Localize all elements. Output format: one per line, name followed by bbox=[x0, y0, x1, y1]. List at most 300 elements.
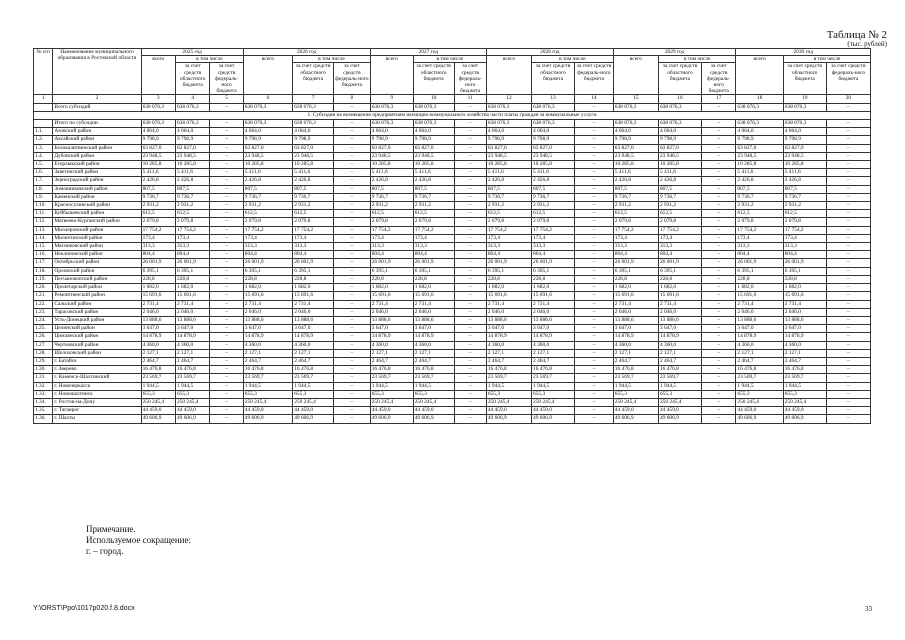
cell-federal: – bbox=[454, 341, 486, 349]
cell-total: 10 285,8 bbox=[486, 161, 531, 169]
cell-regional: 17 754,2 bbox=[658, 226, 701, 234]
cell-federal: – bbox=[826, 390, 870, 398]
cell-federal: – bbox=[701, 333, 735, 341]
cell-federal: – bbox=[454, 398, 486, 406]
cell-federal: – bbox=[334, 243, 371, 251]
cell-regional: 49 606,9 bbox=[532, 415, 575, 423]
cell-federal: – bbox=[454, 177, 486, 185]
cell-federal: – bbox=[826, 407, 870, 415]
cell-regional: 228,8 bbox=[658, 275, 701, 283]
cell-federal: – bbox=[334, 267, 371, 275]
table-row bbox=[34, 349, 871, 357]
cell-total: 49 606,9 bbox=[243, 415, 292, 423]
cell-regional: 15 691,6 bbox=[175, 292, 209, 300]
cell-regional: 5 411,6 bbox=[413, 169, 454, 177]
cell-federal: – bbox=[575, 202, 614, 210]
cell-federal: – bbox=[334, 325, 371, 333]
cell-total: 2 426,8 bbox=[613, 177, 658, 185]
cell-total: 250 245,4 bbox=[141, 398, 175, 406]
cell-federal: – bbox=[454, 202, 486, 210]
cell-total: 313,3 bbox=[243, 243, 292, 251]
municipality-name: г. Каменск-Шахтинский bbox=[53, 374, 141, 382]
cell-total: 804,4 bbox=[370, 251, 413, 259]
municipality-name: Ремонтненский район bbox=[53, 292, 141, 300]
cell-total: 23 948,5 bbox=[243, 152, 292, 160]
cell-regional: 1 944,5 bbox=[658, 382, 701, 390]
cell-regional: 804,4 bbox=[783, 251, 826, 259]
cell-federal: – bbox=[826, 185, 870, 193]
cell-regional: 228,8 bbox=[413, 275, 454, 283]
cell-total: 10 285,8 bbox=[613, 161, 658, 169]
cell-federal: – bbox=[826, 275, 870, 283]
cell-total: 63 827,0 bbox=[486, 144, 531, 152]
cell-federal: – bbox=[334, 144, 371, 152]
cell-regional: 17 754,2 bbox=[532, 226, 575, 234]
cell-total: 9 736,7 bbox=[243, 193, 292, 201]
cell-total: 638 076,3 bbox=[243, 103, 292, 111]
cell-regional: 23 569,7 bbox=[413, 374, 454, 382]
cell-regional: 655,3 bbox=[293, 390, 334, 398]
cell-total: 612,5 bbox=[141, 210, 175, 218]
table-row bbox=[34, 169, 871, 177]
cell-federal: – bbox=[334, 226, 371, 234]
column-number: 3 bbox=[141, 95, 175, 103]
cell-federal: – bbox=[454, 210, 486, 218]
cell-regional: 2 079,8 bbox=[783, 218, 826, 226]
cell-regional: 26 001,9 bbox=[783, 259, 826, 267]
municipality-name: Аксайский район bbox=[53, 136, 141, 144]
cell-federal: – bbox=[454, 185, 486, 193]
cell-regional: 23 569,7 bbox=[658, 374, 701, 382]
cell-regional: 17 754,2 bbox=[783, 226, 826, 234]
cell-total: 2 731,4 bbox=[243, 300, 292, 308]
cell-federal: – bbox=[826, 366, 870, 374]
cell-total: 250 245,4 bbox=[613, 398, 658, 406]
cell-regional: 9 736,7 bbox=[413, 193, 454, 201]
cell-regional: 9 798,9 bbox=[658, 136, 701, 144]
cell-regional: 804,4 bbox=[175, 251, 209, 259]
cell-federal: – bbox=[334, 275, 371, 283]
cell-total: 638 076,3 bbox=[141, 120, 175, 128]
cell-federal: – bbox=[334, 218, 371, 226]
cell-federal: – bbox=[210, 357, 243, 365]
column-number: 7 bbox=[293, 95, 334, 103]
table-row bbox=[34, 357, 871, 365]
cell-total: 14 878,9 bbox=[736, 333, 783, 341]
cell-total: 2 426,8 bbox=[370, 177, 413, 185]
cell-regional: 13 888,6 bbox=[532, 316, 575, 324]
cell-regional: 1 944,5 bbox=[175, 382, 209, 390]
cell-regional: 2 046,0 bbox=[413, 308, 454, 316]
table-row bbox=[34, 407, 871, 415]
cell-total: 9 798,9 bbox=[141, 136, 175, 144]
column-number: 17 bbox=[701, 95, 735, 103]
cell-total: 23 569,7 bbox=[736, 374, 783, 382]
cell-total: 638 076,3 bbox=[486, 120, 531, 128]
row-num: 1.29. bbox=[34, 357, 53, 365]
cell-federal: – bbox=[575, 374, 614, 382]
cell-total: 4 064,0 bbox=[486, 128, 531, 136]
cell-regional: 228,8 bbox=[532, 275, 575, 283]
subtotal-row bbox=[34, 120, 871, 128]
cell-total: 1 682,0 bbox=[736, 284, 783, 292]
cell-federal: – bbox=[454, 234, 486, 242]
header-total: всего bbox=[736, 56, 783, 95]
cell-total: 638 076,3 bbox=[613, 103, 658, 111]
cell-regional: 2 079,8 bbox=[658, 218, 701, 226]
cell-total: 6 395,1 bbox=[370, 267, 413, 275]
municipality-name: Каменский район bbox=[53, 193, 141, 201]
table-row bbox=[34, 382, 871, 390]
cell-total: 228,8 bbox=[486, 275, 531, 283]
section-row bbox=[34, 111, 871, 119]
cell-total: 9 736,7 bbox=[736, 193, 783, 201]
cell-federal: – bbox=[210, 226, 243, 234]
cell-regional: 9 798,9 bbox=[175, 136, 209, 144]
cell-total: 23 948,5 bbox=[613, 152, 658, 160]
table-row bbox=[34, 185, 871, 193]
cell-total: 173,4 bbox=[613, 234, 658, 242]
cell-federal: – bbox=[334, 357, 371, 365]
cell-regional: 228,8 bbox=[293, 275, 334, 283]
cell-total: 14 878,9 bbox=[613, 333, 658, 341]
cell-federal: – bbox=[701, 275, 735, 283]
header-municipality: Наименование муниципального образования в Ростовской области bbox=[53, 49, 141, 95]
cell-federal: – bbox=[826, 210, 870, 218]
cell-federal: – bbox=[334, 407, 371, 415]
cell-total: 655,3 bbox=[370, 390, 413, 398]
cell-federal: – bbox=[210, 243, 243, 251]
cell-total: 14 878,9 bbox=[141, 333, 175, 341]
cell-regional: 1 682,0 bbox=[783, 284, 826, 292]
cell-federal: – bbox=[210, 308, 243, 316]
cell-regional: 14 878,9 bbox=[658, 333, 701, 341]
municipality-name: Куйбышевский район bbox=[53, 210, 141, 218]
cell-total: 49 606,9 bbox=[370, 415, 413, 423]
cell-total: 228,8 bbox=[141, 275, 175, 283]
cell-total: 2 127,1 bbox=[243, 349, 292, 357]
cell-regional: 313,3 bbox=[413, 243, 454, 251]
cell-federal: – bbox=[334, 292, 371, 300]
row-num: 1.36. bbox=[34, 415, 53, 423]
cell-regional: 655,3 bbox=[532, 390, 575, 398]
cell-total: 612,5 bbox=[486, 210, 531, 218]
cell-federal: – bbox=[454, 128, 486, 136]
cell-regional: 9 798,9 bbox=[413, 136, 454, 144]
cell-federal: – bbox=[826, 202, 870, 210]
cell-total: 44 459,0 bbox=[736, 407, 783, 415]
cell-federal: – bbox=[701, 374, 735, 382]
cell-total: 2 079,8 bbox=[736, 218, 783, 226]
cell-total: 4 064,0 bbox=[243, 128, 292, 136]
column-number: 19 bbox=[783, 95, 826, 103]
cell-federal: – bbox=[826, 316, 870, 324]
cell-regional: 9 798,9 bbox=[783, 136, 826, 144]
row-num: 1.31. bbox=[34, 374, 53, 382]
cell-federal: – bbox=[454, 300, 486, 308]
cell-regional: 804,4 bbox=[293, 251, 334, 259]
cell-federal: – bbox=[701, 341, 735, 349]
cell-federal: – bbox=[210, 382, 243, 390]
cell-federal: – bbox=[334, 136, 371, 144]
header-year-2026: 2026 год bbox=[243, 49, 370, 56]
cell-total: 44 459,0 bbox=[613, 407, 658, 415]
column-number: 4 bbox=[175, 95, 209, 103]
cell-federal: – bbox=[210, 128, 243, 136]
cell-federal: – bbox=[454, 243, 486, 251]
column-number: 10 bbox=[413, 95, 454, 103]
cell-total: 10 285,8 bbox=[736, 161, 783, 169]
cell-regional: 313,3 bbox=[175, 243, 209, 251]
header-regional-budget: за счет средств областного бюджета bbox=[175, 63, 209, 95]
cell-total: 250 245,4 bbox=[243, 398, 292, 406]
cell-total: 2 464,7 bbox=[736, 357, 783, 365]
cell-regional: 4 064,0 bbox=[413, 128, 454, 136]
header-federal-budget: за счет средств федераль-ного бюджета bbox=[575, 63, 614, 95]
column-number: 18 bbox=[736, 95, 783, 103]
cell-federal: – bbox=[701, 366, 735, 374]
cell-federal: – bbox=[210, 210, 243, 218]
cell-total: 2 127,1 bbox=[141, 349, 175, 357]
municipality-name: Чертковский район bbox=[53, 341, 141, 349]
cell-federal: – bbox=[210, 366, 243, 374]
header-year-2025: 2025 год bbox=[141, 49, 243, 56]
cell-federal: – bbox=[210, 341, 243, 349]
cell-total: 23 948,5 bbox=[370, 152, 413, 160]
cell-total: 5 411,6 bbox=[486, 169, 531, 177]
note-heading: Примечание. bbox=[86, 524, 136, 534]
cell-total: 2 079,8 bbox=[613, 218, 658, 226]
row-num: 1.26. bbox=[34, 333, 53, 341]
cell-total: 250 245,4 bbox=[370, 398, 413, 406]
cell-total: 313,3 bbox=[370, 243, 413, 251]
row-num: 1.30. bbox=[34, 366, 53, 374]
cell-regional: 2 127,1 bbox=[532, 349, 575, 357]
cell-regional: 1 682,0 bbox=[658, 284, 701, 292]
cell-federal: – bbox=[575, 415, 614, 423]
cell-total: 44 459,0 bbox=[141, 407, 175, 415]
cell-regional: 6 395,1 bbox=[658, 267, 701, 275]
cell-total: 1 944,5 bbox=[243, 382, 292, 390]
cell-federal: – bbox=[210, 275, 243, 283]
cell-regional: 4 064,0 bbox=[658, 128, 701, 136]
cell-federal: – bbox=[575, 407, 614, 415]
cell-regional: 2 079,8 bbox=[532, 218, 575, 226]
municipality-name: Октябрьский район bbox=[53, 259, 141, 267]
cell-total: 9 736,7 bbox=[613, 193, 658, 201]
table-row bbox=[34, 390, 871, 398]
row-num: 1.32. bbox=[34, 382, 53, 390]
cell-total: 23 569,7 bbox=[613, 374, 658, 382]
cell-federal: – bbox=[454, 415, 486, 423]
cell-federal: – bbox=[454, 169, 486, 177]
cell-federal: – bbox=[575, 251, 614, 259]
cell-regional: 638 076,3 bbox=[413, 120, 454, 128]
cell-regional: 26 001,9 bbox=[413, 259, 454, 267]
cell-total: 13 888,6 bbox=[486, 316, 531, 324]
cell-federal: – bbox=[701, 284, 735, 292]
cell-regional: 14 878,9 bbox=[175, 333, 209, 341]
cell-federal: – bbox=[701, 357, 735, 365]
header-regional-budget: за счет средств областного бюджета bbox=[293, 63, 334, 95]
cell-total: 49 606,9 bbox=[486, 415, 531, 423]
municipality-name: Милютинский район bbox=[53, 234, 141, 242]
cell-regional: 23 948,5 bbox=[658, 152, 701, 160]
cell-federal: – bbox=[575, 259, 614, 267]
header-regional-budget: за счет средств областного бюджета bbox=[532, 63, 575, 95]
cell-federal: – bbox=[210, 136, 243, 144]
cell-total: 2 079,8 bbox=[370, 218, 413, 226]
cell-regional: 638 076,3 bbox=[783, 120, 826, 128]
cell-federal: – bbox=[826, 259, 870, 267]
cell-federal: – bbox=[826, 341, 870, 349]
cell-federal: – bbox=[701, 193, 735, 201]
cell-federal: – bbox=[454, 325, 486, 333]
municipality-name: Красносулинский район bbox=[53, 202, 141, 210]
note-abbrev-heading: Используемое сокращение: bbox=[86, 535, 191, 545]
cell-total: 173,4 bbox=[141, 234, 175, 242]
cell-regional: 44 459,0 bbox=[413, 407, 454, 415]
cell-federal: – bbox=[575, 398, 614, 406]
cell-federal: – bbox=[826, 398, 870, 406]
cell-total: 612,5 bbox=[370, 210, 413, 218]
cell-total: 23 948,5 bbox=[141, 152, 175, 160]
cell-regional: 2 079,8 bbox=[293, 218, 334, 226]
cell-regional: 4 360,0 bbox=[783, 341, 826, 349]
cell-regional: 655,3 bbox=[175, 390, 209, 398]
cell-regional: 250 245,4 bbox=[783, 398, 826, 406]
cell-regional: 173,4 bbox=[532, 234, 575, 242]
cell-total: 2 931,2 bbox=[370, 202, 413, 210]
header-federal-budget: за счет средств федераль-ного бюджета bbox=[454, 63, 486, 95]
cell-federal: – bbox=[575, 308, 614, 316]
cell-total: 6 395,1 bbox=[613, 267, 658, 275]
total-subsidies-row bbox=[34, 103, 871, 111]
cell-federal: – bbox=[210, 284, 243, 292]
cell-federal: – bbox=[575, 185, 614, 193]
cell-regional: 612,5 bbox=[532, 210, 575, 218]
page-number: 33 bbox=[865, 605, 872, 613]
cell-total: 2 464,7 bbox=[141, 357, 175, 365]
cell-total: 2 046,0 bbox=[736, 308, 783, 316]
cell-total: 313,3 bbox=[613, 243, 658, 251]
cell-regional: 6 395,1 bbox=[783, 267, 826, 275]
cell-regional: 4 064,0 bbox=[532, 128, 575, 136]
cell-regional: 807,5 bbox=[413, 185, 454, 193]
cell-federal: – bbox=[826, 226, 870, 234]
cell-federal: – bbox=[701, 169, 735, 177]
cell-federal: – bbox=[826, 308, 870, 316]
cell-regional: 15 691,6 bbox=[293, 292, 334, 300]
row-label: Итого по субсидии bbox=[53, 120, 141, 128]
cell-federal: – bbox=[210, 234, 243, 242]
cell-federal: – bbox=[701, 218, 735, 226]
cell-regional: 10 285,8 bbox=[293, 161, 334, 169]
cell-federal: – bbox=[454, 407, 486, 415]
cell-federal: – bbox=[210, 415, 243, 423]
cell-regional: 638 076,3 bbox=[175, 103, 209, 111]
cell-regional: 1 682,0 bbox=[413, 284, 454, 292]
cell-regional: 23 569,7 bbox=[532, 374, 575, 382]
cell-federal: – bbox=[454, 308, 486, 316]
cell-total: 638 076,3 bbox=[243, 120, 292, 128]
cell-federal: – bbox=[575, 193, 614, 201]
cell-regional: 1 944,5 bbox=[783, 382, 826, 390]
cell-regional: 655,3 bbox=[413, 390, 454, 398]
cell-total: 807,5 bbox=[736, 185, 783, 193]
cell-regional: 14 878,9 bbox=[293, 333, 334, 341]
cell-total: 23 569,7 bbox=[370, 374, 413, 382]
cell-federal: – bbox=[454, 374, 486, 382]
cell-total: 63 827,0 bbox=[370, 144, 413, 152]
cell-federal: – bbox=[826, 161, 870, 169]
cell-total: 9 798,9 bbox=[613, 136, 658, 144]
cell-federal: – bbox=[210, 390, 243, 398]
cell-federal: – bbox=[826, 333, 870, 341]
cell-total: 10 285,8 bbox=[243, 161, 292, 169]
cell-regional: 23 948,5 bbox=[413, 152, 454, 160]
cell-federal: – bbox=[334, 202, 371, 210]
cell-federal: – bbox=[826, 415, 870, 423]
cell-federal: – bbox=[454, 390, 486, 398]
cell-total: 15 691,6 bbox=[243, 292, 292, 300]
row-num: 1.7. bbox=[34, 177, 53, 185]
cell-federal: – bbox=[701, 136, 735, 144]
cell-regional: 2 046,0 bbox=[293, 308, 334, 316]
table-row bbox=[34, 136, 871, 144]
cell-regional: 2 464,7 bbox=[175, 357, 209, 365]
municipality-name: Зерноградский район bbox=[53, 177, 141, 185]
column-number: 5 bbox=[210, 95, 243, 103]
cell-federal: – bbox=[454, 366, 486, 374]
cell-regional: 1 944,5 bbox=[293, 382, 334, 390]
cell-regional: 2 426,8 bbox=[658, 177, 701, 185]
cell-regional: 2 731,4 bbox=[532, 300, 575, 308]
cell-federal: – bbox=[575, 349, 614, 357]
cell-regional: 638 076,3 bbox=[293, 103, 334, 111]
cell-total: 2 464,7 bbox=[243, 357, 292, 365]
cell-federal: – bbox=[334, 308, 371, 316]
cell-total: 63 827,0 bbox=[613, 144, 658, 152]
cell-total: 2 046,0 bbox=[613, 308, 658, 316]
cell-regional: 4 064,0 bbox=[783, 128, 826, 136]
cell-federal: – bbox=[334, 161, 371, 169]
cell-regional: 26 001,9 bbox=[532, 259, 575, 267]
cell-regional: 3 647,0 bbox=[532, 325, 575, 333]
cell-total: 16 476,8 bbox=[486, 366, 531, 374]
cell-regional: 4 064,0 bbox=[293, 128, 334, 136]
cell-total: 23 569,7 bbox=[243, 374, 292, 382]
header-regional-budget: за счет средств областного бюджета bbox=[783, 63, 826, 95]
row-num: 1.19. bbox=[34, 275, 53, 283]
cell-federal: – bbox=[575, 275, 614, 283]
cell-regional: 1 944,5 bbox=[532, 382, 575, 390]
cell-regional: 5 411,6 bbox=[783, 169, 826, 177]
cell-total: 4 360,0 bbox=[486, 341, 531, 349]
cell-total: 1 944,5 bbox=[370, 382, 413, 390]
cell-total: 13 888,6 bbox=[370, 316, 413, 324]
cell-total: 638 076,3 bbox=[486, 103, 531, 111]
cell-total: 638 076,3 bbox=[613, 120, 658, 128]
cell-total: 2 426,8 bbox=[736, 177, 783, 185]
header-federal-budget: за счет средств федераль-ного бюджета bbox=[334, 63, 371, 95]
cell-regional: 612,5 bbox=[658, 210, 701, 218]
cell-total: 16 476,8 bbox=[141, 366, 175, 374]
cell-regional: 13 888,6 bbox=[293, 316, 334, 324]
cell-federal: – bbox=[210, 267, 243, 275]
cell-regional: 16 476,8 bbox=[783, 366, 826, 374]
header-including: в том числе bbox=[783, 56, 870, 63]
